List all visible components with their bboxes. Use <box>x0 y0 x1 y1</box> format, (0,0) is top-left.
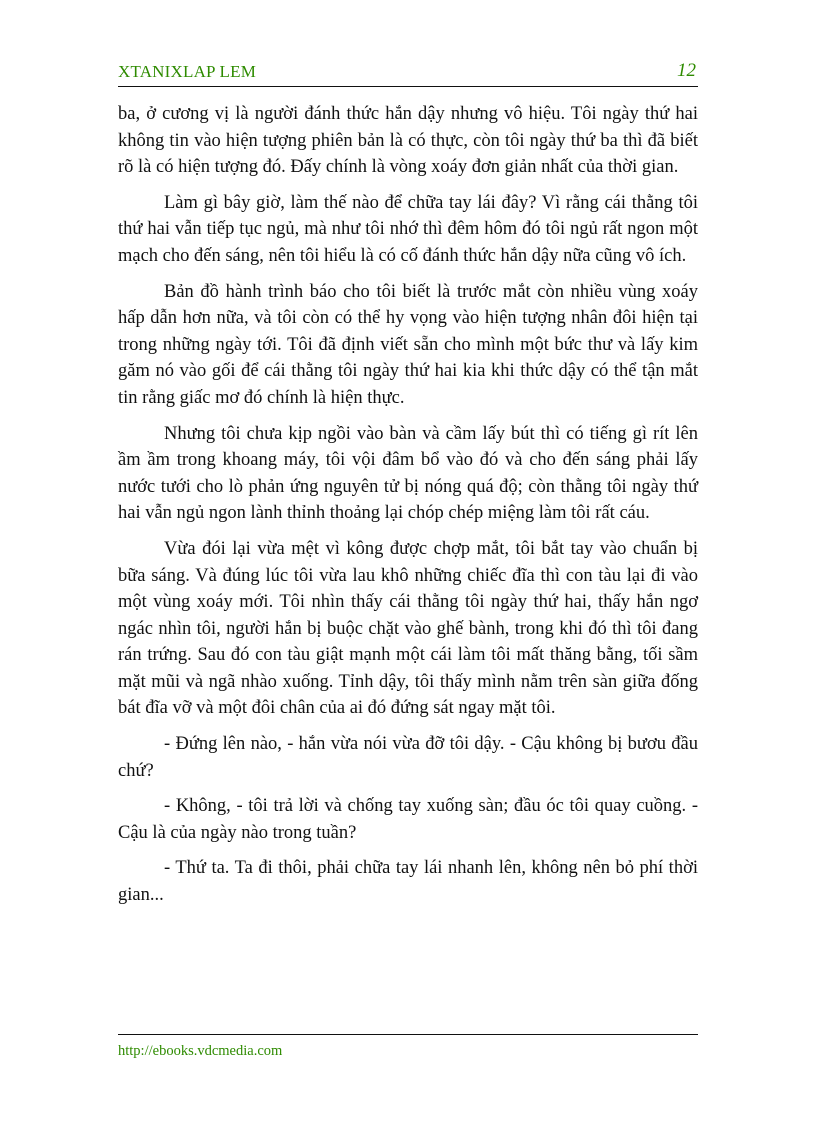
dialogue-line: - Đứng lên nào, - hắn vừa nói vừa đỡ tôi dậy. - Cậu không bị bươu đầu chứ? <box>118 734 698 781</box>
page-number: 12 <box>677 60 696 81</box>
paragraph: Nhưng tôi chưa kịp ngồi vào bàn và cầm lấy bút thì có tiếng gì rít lên ầm ầm trong khoang máy, tôi vội đâm bổ vào đó và cho đến sáng phải lấy nước tưới cho lò phản ứng nguyên tử bị nóng quá độ; còn thằng tôi ngày thứ hai vẫn ngủ ngon lành thỉnh thoảng lại chóp chép miệng làm tôi rất cáu. <box>118 423 698 524</box>
book-title: XTANIXLAP LEM <box>118 62 257 81</box>
page-body <box>118 101 698 918</box>
page-footer <box>118 1034 698 1060</box>
page-header <box>118 62 698 87</box>
paragraph: Làm gì bây giờ, làm thế nào để chữa tay lái đây? Vì rằng cái thằng tôi thứ hai vẫn tiếp tục ngủ, mà như tôi nhớ thì đêm hôm đó tôi ngủ rất ngon một mạch cho đến sáng, nên tôi hiểu là có cố đánh thức hắn dậy nữa cũng vô ích. <box>118 192 698 266</box>
footer-link[interactable]: http://ebooks.vdcmedia.com <box>118 1043 283 1059</box>
dialogue-line: - Không, - tôi trả lời và chống tay xuống sàn; đầu óc tôi quay cuồng. - Cậu là của ngày nào trong tuần? <box>118 796 698 843</box>
dialogue-line: - Thứ ta. Ta đi thôi, phải chữa tay lái nhanh lên, không nên bỏ phí thời gian... <box>118 858 698 906</box>
paragraph: Bản đồ hành trình báo cho tôi biết là trước mắt còn nhiều vùng xoáy hấp dẫn hơn nữa, và tôi còn có thể hy vọng vào hiện tượng nhân đôi hiện tại trong những ngày tới. Tôi đã định viết sẵn cho mình một bức thư và lấy kim găm nó vào gối để cái thằng tôi ngày thứ hai kia khi thức dậy có thể tận mắt tin rằng giấc mơ đó chính là hiện thực. <box>118 281 698 408</box>
paragraph: ba, ở cương vị là người đánh thức hắn dậy nhưng vô hiệu. Tôi ngày thứ hai không tin vào hiện tượng phiên bản là có thực, còn tôi ngày thứ ba thì đã biết rõ là có hiện tượng đó. Đấy chính là vòng xoáy đơn giản nhất của thời gian. <box>118 104 698 178</box>
paragraph: Vừa đói lại vừa mệt vì kông được chợp mắt, tôi bắt tay vào chuẩn bị bữa sáng. Và đúng lúc tôi vừa lau khô những chiếc đĩa thì con tàu lại đi vào một vùng xoáy mới. Tôi nhìn thấy cái thằng tôi ngày thứ hai, thấy hắn ngơ ngác nhìn tôi, người hắn bị buộc chặt vào ghế bành, trong khi đó thì tôi đang rán trứng. Sau đó con tàu giật mạnh một cái làm tôi mất thăng bằng, tối sầm mặt mũi và ngã nhào xuống. Tỉnh dậy, tôi thấy mình nằm trên sàn giữa đống bát đĩa vỡ và một đôi chân của ai đó đứng sát ngay mặt tôi. <box>118 538 698 719</box>
